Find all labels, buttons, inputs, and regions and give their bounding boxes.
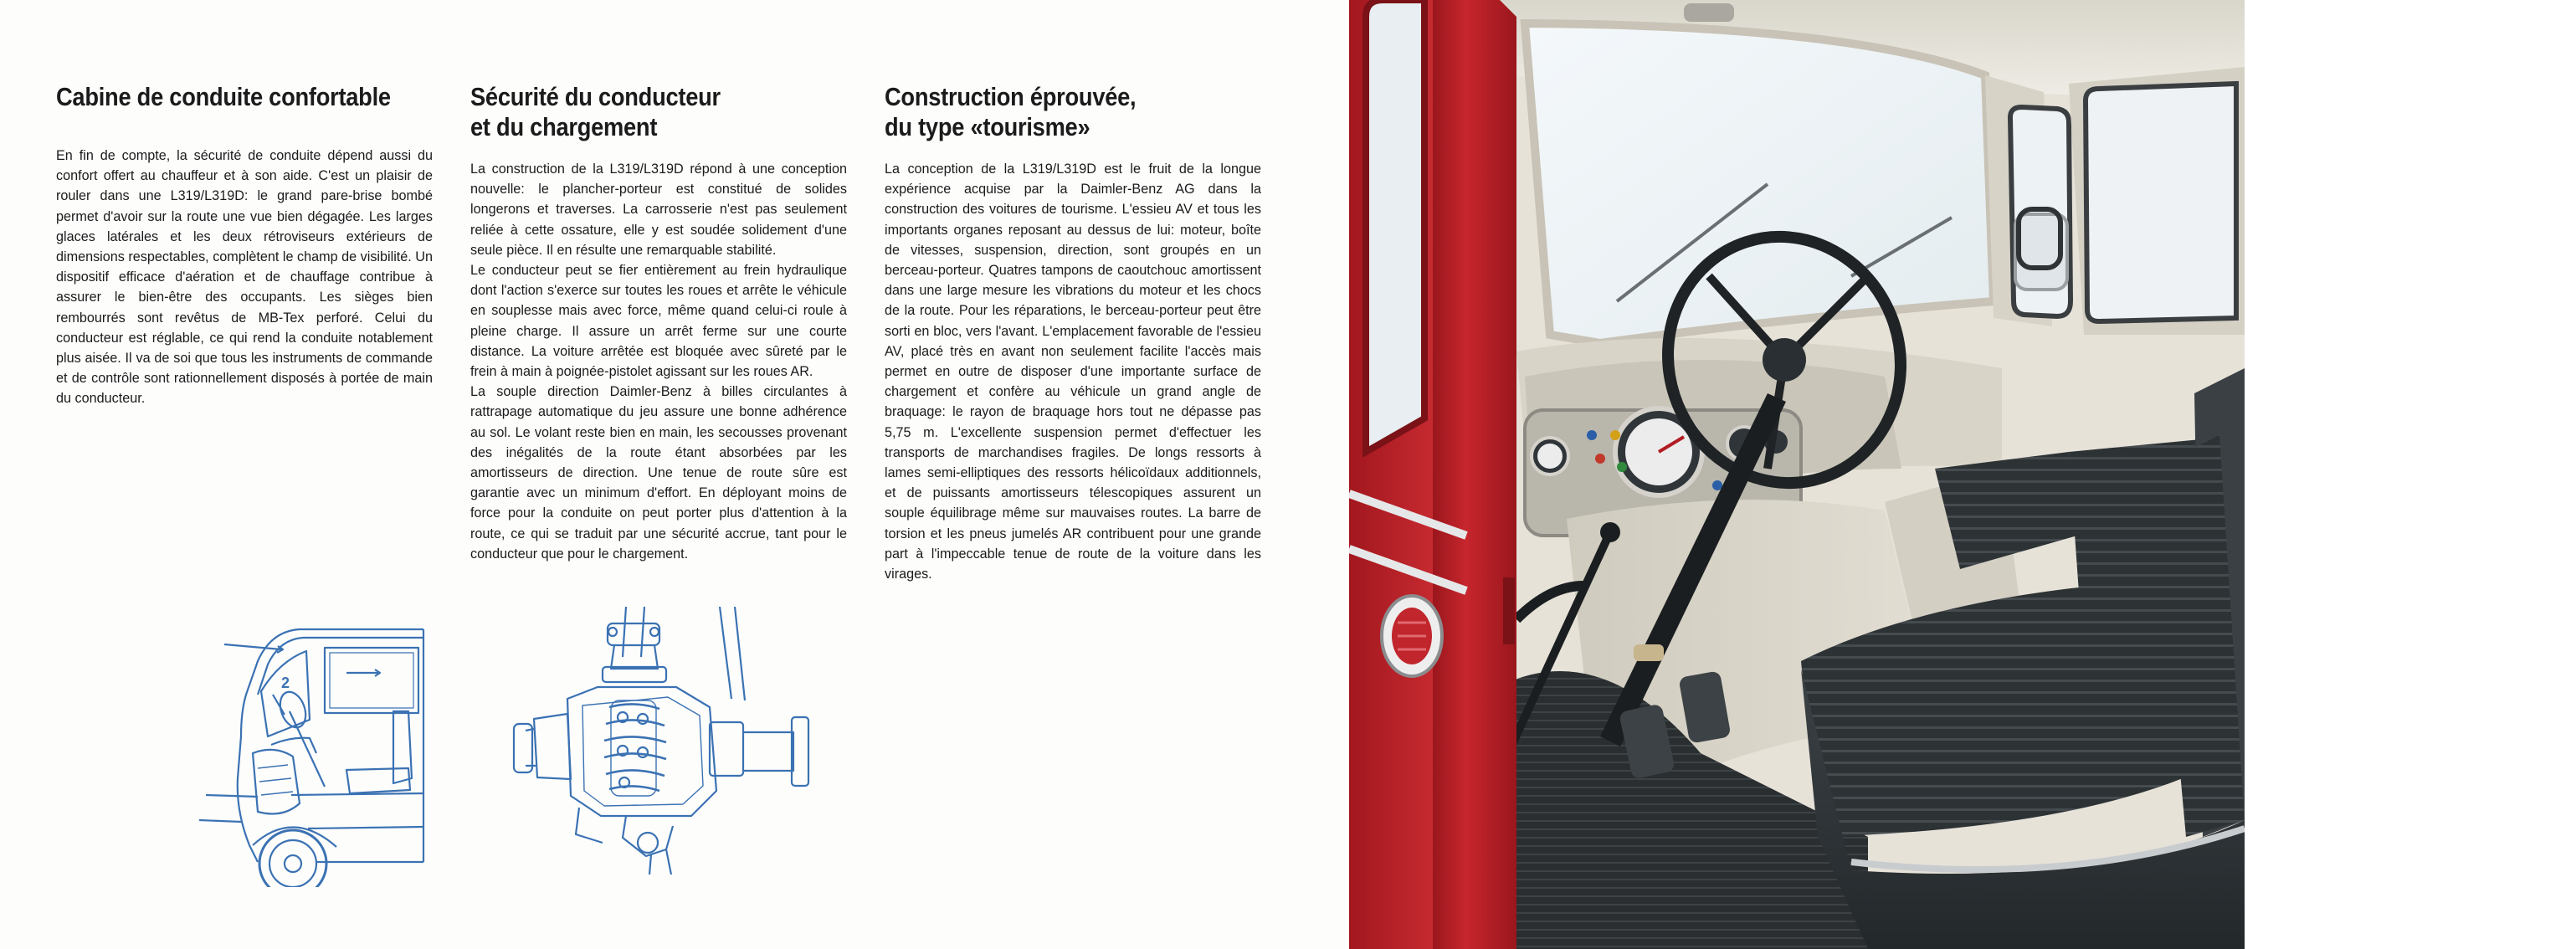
diagram-label: 2 [281,675,290,691]
heading-line: du type «tourisme» [885,112,1090,141]
heading-line: et du chargement [470,112,658,141]
section-heading-safety [470,82,854,142]
text-column-comfort [56,82,433,409]
text-column-safety [470,82,847,564]
cab-interior-illustration [1349,0,2245,949]
section-heading-comfort [56,82,439,112]
body-paragraph: La souple direction Daimler-Benz à billes circulantes à rattrapage automatique du jeu assure une bonne adhérence au sol. Le volant reste bien en main, les secousses provenant des inégalités de la route étant absorbées par les amortisseurs de direction. Une tenue de route sûre est garantie avec un minimum d'effort. En déployant moins de force pour la conduite on peut porter plus d'attention à la route, ce qui se traduit par une sécurité accrue, tant pour le conducteur que pour le chargement. [470,384,847,562]
text-column-construction [885,82,1261,584]
heading-line: Sécurité du conducteur [470,82,721,111]
right-page [1349,0,2576,949]
steering-box-diagram [500,607,814,875]
section-heading-construction [885,82,1268,142]
body-paragraph: En fin de compte, la sécurité de conduite dépend aussi du confort offert au chauffeur et à son aide. C'est un plaisir de rouler dans une L319/L319D: le grand pare-brise bombé permet d'avoir sur la route une vue bien dégagée. Les larges glaces latérales et les deux rétroviseurs extérieurs de dimensions respectables, complètent le champ de visibilité. Un dispositif efficace d'aération et de chauffage contribue à assurer le bien-être des occupants. Les sièges bien rembourrés sont revêtus de MB-Tex perforé. Celui du conducteur est réglable, ce qui rend la conduite notablement plus aisée. Il va de soi que tous les instruments de commande et de contrôle sont rationnellement disposés à portée de main du conducteur. [56,148,433,407]
heading-line: Construction éprouvée, [885,82,1137,111]
body-paragraph: La construction de la L319/L319D répond à une conception nouvelle: le plancher-porteur est constitué de solides longerons et traverses. La carrosserie n'est pas seulement reliée à cette ossature, elle y est soudée solidement d'une seule pièce. Il en résulte une remarquable stabilité. [470,162,847,258]
heading-line: Cabine de conduite confortable [56,82,391,111]
body-paragraph: Le conducteur peut se fier entièrement au frein hydraulique dont l'action s'exerce sur toutes les roues et arrête le véhicule en souplesse mais avec force, même quand celui-ci roule à pleine charge. Il assure un arrêt ferme sur une courte distance. La voiture arrêtée est bloquée avec sûreté par le frein à main à poignée-pistolet agissant sur les roues AR. [470,263,847,380]
body-paragraph: La conception de la L319/L319D est le fruit de la longue expérience acquise par la Daimler-Benz AG dans la construction des voitures de tourisme. L'essieu AV et tous les importants organes reposant au dessus de lui: moteur, boîte de vitesses, suspension, direction, sont groupés en un berceau-porteur. Quatres tampons de caoutchouc amortissent dans une large mesure les vibrations du moteur et les chocs de la route. Pour les réparations, le berceau-porteur peut être sorti en bloc, vers l'avant. L'emplacement favorable de l'essieu AV, placé très en avant non seulement facilite l'accès mais permet en outre de disposer d'une importante surface de chargement et confère au véhicule un grand angle de braquage: le rayon de braquage hors tout ne dépasse pas 5,75 m. L'excellente suspension permet d'effectuer les transports de marchandises fragiles. De longs ressorts à lames semi-elliptiques des ressorts hélicoïdaux additionnels, et de puissants amortisseurs télescopiques assurent un souple équilibrage même sur mauvaises routes. La barre de torsion et les pneus jumelés AR contribuent pour une grande part à l'impeccable tenue de route de la voiture dans les virages. [885,162,1261,582]
cab-cutaway-diagram [199,611,425,887]
